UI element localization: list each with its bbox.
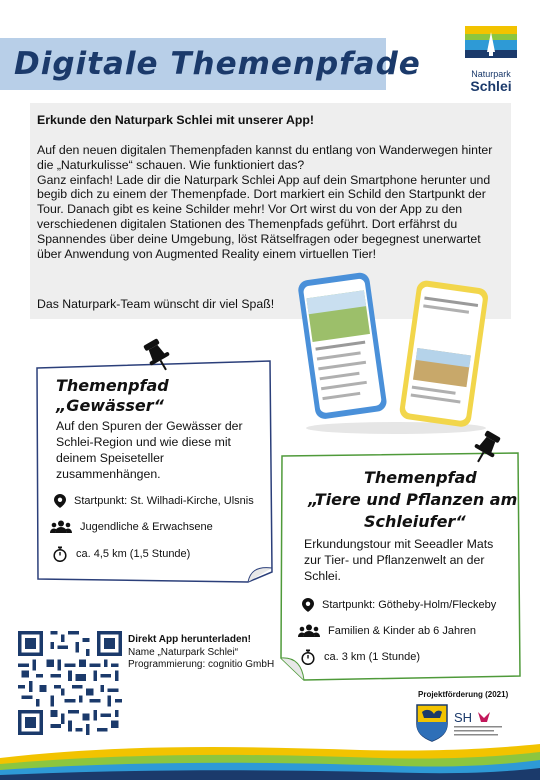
trail1-start-text: Startpunkt: St. Wilhadi-Kirche, Ulsnis [74, 495, 254, 507]
trail2-audience-row [298, 624, 476, 638]
trail2-audience-text: Familien & Kinder ab 6 Jahren [328, 625, 476, 637]
download-programming: Programmierung: cognitio GmbH [128, 659, 275, 670]
location-icon [302, 598, 314, 612]
group-icon [50, 520, 72, 534]
stopwatch-icon [300, 649, 316, 665]
logo-text-naturpark: Naturpark [471, 69, 511, 79]
trail2-description: Erkundungstour mit Seeadler Mats zur Tier- und Pflanzenwelt an der Schlei. [304, 537, 494, 583]
intro-paragraph-2: Ganz einfach! Lade dir die Naturpark Schlei App auf dein Smartphone herunter und begib dich zu einem der Themenpfade. Dort markiert ein Schild den Startpunkt der Tour. Danach gibt es keine Schilder mehr! Vor Ort wirst du von der App zu den verschiedenen digitalen Stationen des Themenpfads geführt. Dort erfährst du Spannendes über deine Umgebung, löst Rätselfragen oder begegnest unerwartet über Anwendung von Augmented Reality einem virtuellen Tier! [37, 172, 491, 261]
qr-code-icon[interactable] [18, 631, 122, 735]
trail1-title-line1: Themenpfad [56, 376, 169, 395]
group-icon [298, 624, 320, 638]
download-app-name: Name „Naturpark Schlei“ [128, 647, 239, 658]
trail2-duration-row [300, 649, 420, 665]
logo-text-schlei: Schlei [470, 78, 512, 94]
trail2-title-line1: Themenpfad [364, 468, 477, 487]
intro-paragraph-1: Auf den neuen digitalen Themenpfaden kannst du entlang von Wanderwegen hinter die „Naturkulisse“ schauen. Wie funktioniert das? [37, 143, 493, 172]
location-icon [54, 494, 66, 508]
intro-signature: Das Naturpark-Team wünscht dir viel Spaß! [37, 297, 275, 311]
trail1-audience-row [50, 520, 213, 534]
trail1-title-line2: „Gewässer“ [56, 396, 164, 415]
download-title: Direkt App herunterladen! [128, 634, 251, 645]
pin-icon [468, 430, 504, 466]
trail2-title-line2: „Tiere und Pflanzen am [308, 490, 518, 509]
trail1-duration-row [52, 546, 190, 562]
decorative-waves [0, 736, 540, 780]
intro-body [37, 143, 507, 261]
pin-icon [140, 338, 176, 374]
trail1-start-row [54, 494, 254, 508]
app-screenshots-image [296, 268, 496, 438]
page-title: Digitale Themenpfade [14, 46, 421, 82]
svg-text:SH: SH [454, 710, 473, 725]
trail2-title-line3: Schleiufer“ [364, 512, 466, 531]
trail1-audience-text: Jugendliche & Erwachsene [80, 521, 213, 533]
sh-logo-icon [454, 708, 520, 736]
intro-heading: Erkunde den Naturpark Schlei mit unserer App! [37, 113, 314, 127]
trail1-description: Auf den Spuren der Gewässer der Schlei-Region und wie diese mit deinem Speiseteller zusammenhängen. [56, 419, 243, 481]
trail1-duration-text: ca. 4,5 km (1,5 Stunde) [76, 548, 191, 560]
stopwatch-icon [52, 546, 68, 562]
trail2-start-text: Startpunkt: Götheby-Holm/Fleckeby [322, 599, 497, 611]
funding-label: Projektförderung (2021) [418, 690, 509, 699]
trail2-start-row [302, 598, 496, 612]
trail2-duration-text: ca. 3 km (1 Stunde) [324, 651, 420, 663]
